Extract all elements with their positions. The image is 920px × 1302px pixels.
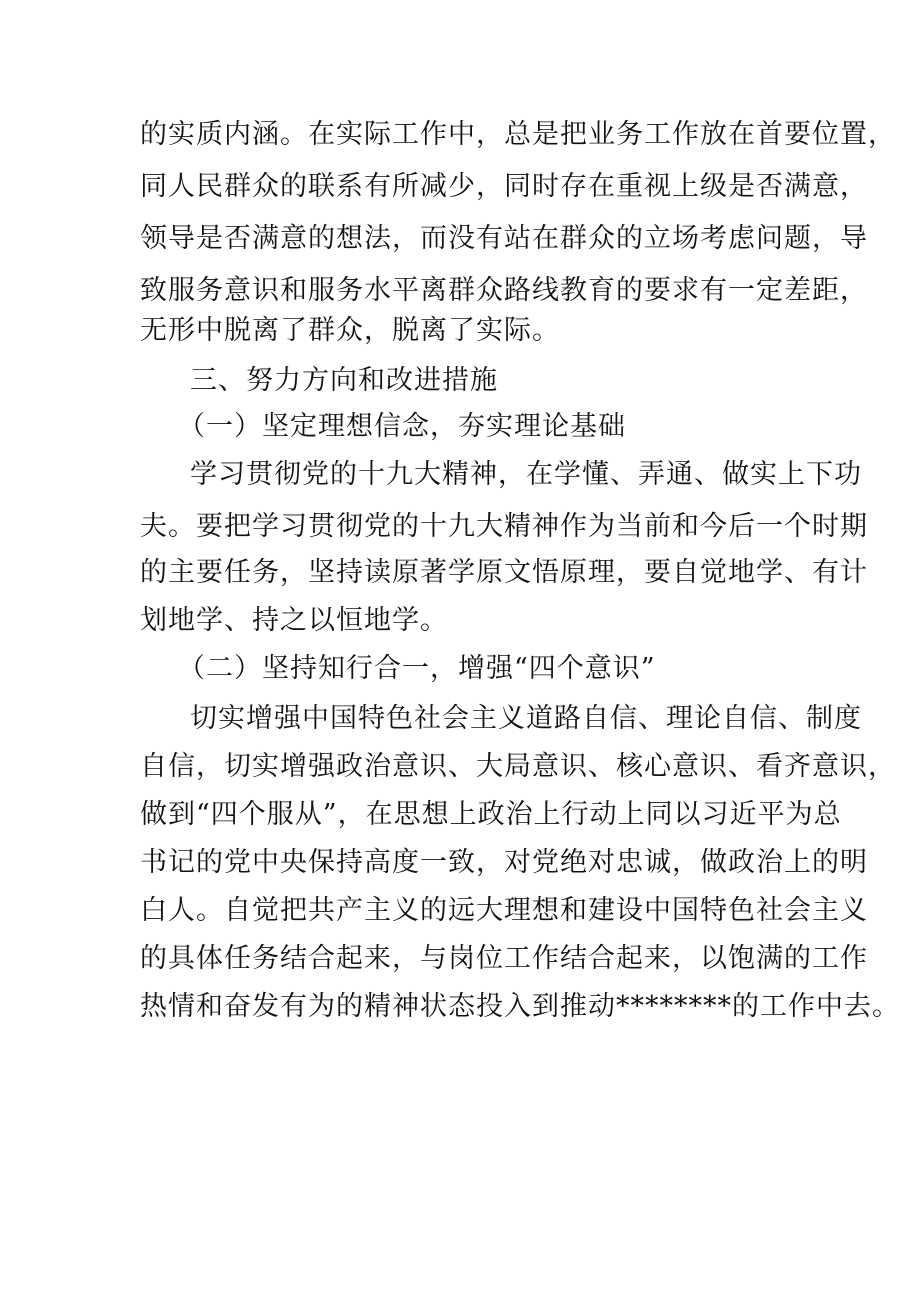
body-text-line: 书记的党中央保持高度一致，对党绝对忠诚，做政治上的明	[140, 847, 868, 878]
body-text-line: 白人。自觉把共产主义的远大理想和建设中国特色社会主义	[140, 895, 868, 926]
body-text-line: 夫。要把学习贯彻党的十九大精神作为当前和今后一个时期	[140, 511, 868, 542]
body-text-line: 领导是否满意的想法，而没有站在群众的立场考虑问题，导	[140, 223, 868, 254]
subsection-heading: （二）坚持知行合一，增强“四个意识”	[178, 653, 656, 684]
body-text-line: 热情和奋发有为的精神状态投入到推动********的工作中去。	[140, 991, 900, 1022]
body-text-line: 的主要任务，坚持读原著学原文悟原理，要自觉地学、有计	[140, 557, 868, 588]
body-text-line: 的实质内涵。在实际工作中，总是把业务工作放在首要位置，	[140, 119, 896, 150]
body-text-line: 划地学、持之以恒地学。	[140, 605, 448, 636]
body-text-line: 做到“四个服从”，在思想上政治上行动上同以习近平为总	[140, 799, 842, 830]
body-text-line: 切实增强中国特色社会主义道路自信、理论自信、制度	[190, 703, 862, 734]
body-text-line: 学习贯彻党的十九大精神，在学懂、弄通、做实上下功	[190, 459, 862, 490]
section-heading: 三、努力方向和改进措施	[190, 365, 498, 396]
body-text-line: 的具体任务结合起来，与岗位工作结合起来，以饱满的工作	[140, 943, 868, 974]
body-text-line: 同人民群众的联系有所减少，同时存在重视上级是否满意，	[140, 171, 868, 202]
body-text-line: 无形中脱离了群众，脱离了实际。	[140, 315, 560, 346]
body-text-line: 致服务意识和服务水平离群众路线教育的要求有一定差距，	[140, 275, 868, 306]
subsection-heading: （一）坚定理想信念，夯实理论基础	[178, 411, 626, 442]
body-text-line: 自信，切实增强政治意识、大局意识、核心意识、看齐意识，	[140, 751, 896, 782]
